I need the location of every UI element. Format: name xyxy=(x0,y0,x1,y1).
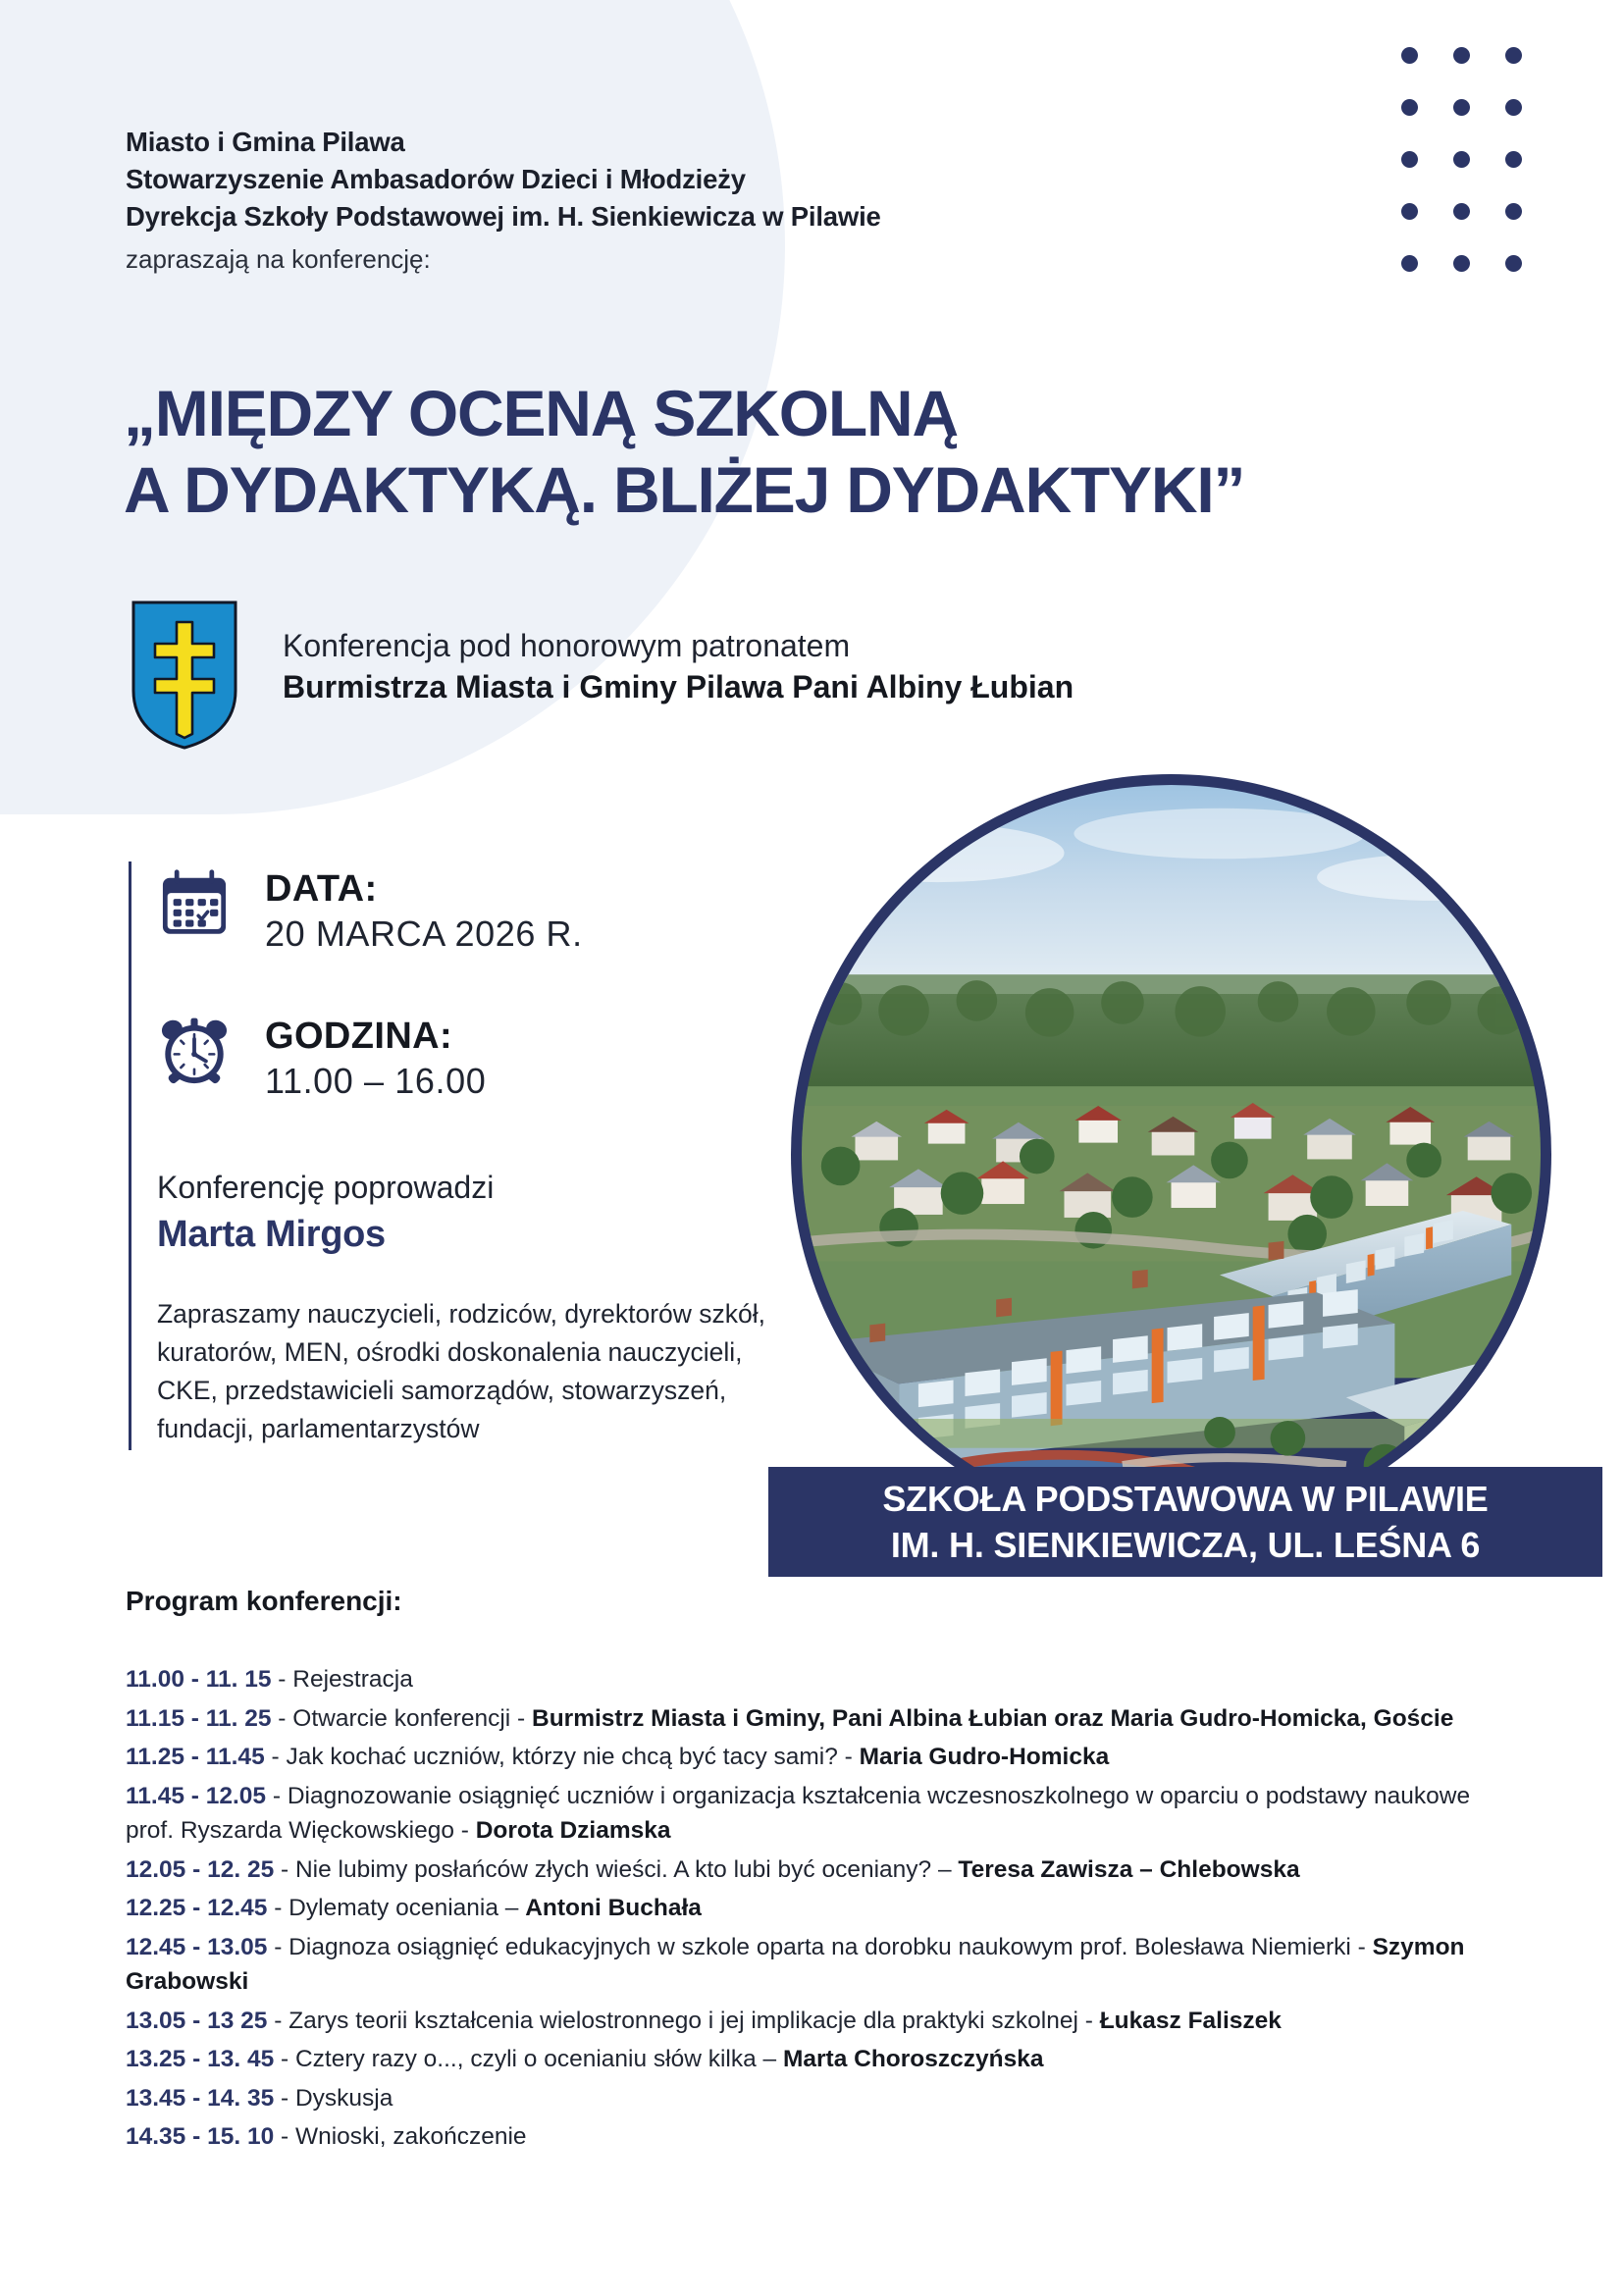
program-item-text: - Dyskusja xyxy=(274,2084,393,2112)
program-item-text: - Dylematy oceniania – xyxy=(267,1895,526,1921)
program-item xyxy=(126,1852,1519,1888)
venue-photo xyxy=(791,774,1551,1535)
program-item-speaker: Łukasz Faliszek xyxy=(1099,2007,1282,2034)
patronage-line-2: Burmistrza Miasta i Gminy Pilawa Pani Albiny Łubian xyxy=(283,669,1074,704)
organisers-block xyxy=(126,124,881,279)
program-item-text: - Zarys teorii kształcenia wielostronnego i jej implikacje dla praktyki szkolnej - xyxy=(267,2007,1100,2034)
program-item xyxy=(126,1779,1519,1849)
patronage-line-1: Konferencja pod honorowym patronatem xyxy=(283,628,851,663)
host-block xyxy=(157,1166,494,1260)
program-item-time: 13.05 - 13 25 xyxy=(126,2007,268,2034)
program-item xyxy=(126,1930,1519,2000)
program-item-time: 12.05 - 12. 25 xyxy=(126,1855,275,1883)
venue-line-2: IM. H. SIENKIEWICZA, UL. LEŚNA 6 xyxy=(890,1525,1481,1565)
dot xyxy=(1401,203,1418,220)
program-item-time: 11.25 - 11.45 xyxy=(126,1744,265,1770)
dot xyxy=(1401,47,1418,64)
dot xyxy=(1505,203,1522,220)
dot xyxy=(1453,255,1470,272)
venue-line-1: SZKOŁA PODSTAWOWA W PILAWIE xyxy=(882,1479,1489,1519)
calendar-icon xyxy=(157,867,232,942)
organiser-line-3: Dyrekcja Szkoły Podstawowej im. H. Sienkiewicza w Pilawie xyxy=(126,201,881,232)
program-item-text: - Diagnozowanie osiągnięć uczniów i organizacja kształcenia wczesnoszkolnego w oparciu o podstawy naukowe prof. Ryszarda Więckowskiego - xyxy=(126,1782,1471,1844)
program-item xyxy=(126,1740,1519,1775)
host-intro: Konferencję poprowadzi xyxy=(157,1170,495,1205)
program-item-speaker: Maria Gudro-Homicka xyxy=(859,1744,1110,1770)
dot xyxy=(1453,203,1470,220)
venue-banner xyxy=(768,1467,1602,1577)
dot xyxy=(1453,151,1470,168)
dot xyxy=(1453,47,1470,64)
dot xyxy=(1401,99,1418,116)
program-item-speaker: Dorota Dziamska xyxy=(475,1817,671,1844)
program-item-text: - Rejestracja xyxy=(271,1666,413,1693)
program-item-text: - Cztery razy o..., czyli o ocenianiu słów kilka – xyxy=(274,2046,783,2072)
program-item xyxy=(126,1701,1519,1737)
program-item-time: 12.25 - 12.45 xyxy=(126,1895,268,1921)
program-item xyxy=(126,1891,1519,1926)
audience-paragraph: Zapraszamy nauczycieli, rodziców, dyrektorów szkół, kuratorów, MEN, ośrodki doskonalenia nauczycieli, CKE, przedstawicieli samorządów, stowarzyszeń, fundacji, parlamentarzystów xyxy=(157,1299,766,1443)
program-item-text: - Otwarcie konferencji - xyxy=(271,1704,532,1732)
program-item xyxy=(126,2081,1519,2116)
program-item-time: 13.25 - 13. 45 xyxy=(126,2046,275,2072)
time-row xyxy=(157,1015,486,1105)
pilawa-coat-of-arms-icon xyxy=(131,600,237,750)
program-item-speaker: Teresa Zawisza – Chlebowska xyxy=(958,1855,1300,1883)
program-list xyxy=(126,1662,1519,2159)
program-item-speaker: Szymon Grabowski xyxy=(126,1933,1465,1995)
program-item-text: - Jak kochać uczniów, którzy nie chcą być tacy sami? - xyxy=(264,1744,860,1770)
program-item xyxy=(126,2042,1519,2077)
time-value: 11.00 – 16.00 xyxy=(265,1061,487,1101)
program-item-text: - Wnioski, zakończenie xyxy=(274,2123,527,2150)
dot xyxy=(1505,255,1522,272)
organiser-line-1: Miasto i Gmina Pilawa xyxy=(126,127,405,157)
dot xyxy=(1401,255,1418,272)
time-label: GODZINA: xyxy=(265,1016,453,1057)
program-item-time: 14.35 - 15. 10 xyxy=(126,2123,275,2150)
dot xyxy=(1505,151,1522,168)
program-item xyxy=(126,2004,1519,2039)
program-item-text: - Nie lubimy posłańców złych wieści. A kto lubi być oceniany? – xyxy=(274,1855,959,1883)
aerial-photo-of-school-and-town xyxy=(802,785,1541,1524)
program-item-time: 11.45 - 12.05 xyxy=(126,1782,267,1809)
program-item-speaker: Marta Choroszczyńska xyxy=(782,2046,1044,2072)
dot xyxy=(1453,99,1470,116)
program-item-time: 11.15 - 11. 25 xyxy=(126,1704,272,1732)
dot xyxy=(1505,47,1522,64)
program-item xyxy=(126,1662,1519,1697)
dot xyxy=(1401,151,1418,168)
date-value: 20 MARCA 2026 R. xyxy=(265,913,583,954)
dot xyxy=(1505,99,1522,116)
program-item xyxy=(126,2119,1519,2155)
program-item-text: - Diagnoza osiągnięć edukacyjnych w szkole oparta na dorobku naukowym prof. Bolesława Niemierki - xyxy=(267,1933,1373,1960)
organiser-line-2: Stowarzyszenie Ambasadorów Dzieci i Młodzieży xyxy=(126,164,746,194)
alarm-clock-icon xyxy=(157,1015,232,1089)
date-row xyxy=(157,867,583,958)
page-title xyxy=(124,375,1244,528)
program-item-speaker: Burmistrz Miasta i Gminy, Pani Albina Łubian oraz Maria Gudro-Homicka, Goście xyxy=(532,1704,1454,1732)
dot-grid-icon xyxy=(1401,47,1557,307)
title-line-1: „MIĘDZY OCENĄ SZKOLNĄ xyxy=(124,377,958,449)
program-item-time: 13.45 - 14. 35 xyxy=(126,2084,275,2112)
program-item-time: 11.00 - 11. 15 xyxy=(126,1666,272,1693)
date-label: DATA: xyxy=(265,868,378,910)
vertical-divider xyxy=(129,861,131,1450)
program-item-time: 12.45 - 13.05 xyxy=(126,1933,268,1960)
host-name: Marta Mirgos xyxy=(157,1214,386,1255)
invitation-line: zapraszają na konferencję: xyxy=(126,244,431,274)
patronage-block xyxy=(131,600,1074,750)
program-item-speaker: Antoni Buchała xyxy=(525,1895,702,1921)
title-line-2: A DYDAKTYKĄ. BLIŻEJ DYDAKTYKI” xyxy=(124,453,1245,526)
program-title: Program konferencji: xyxy=(126,1586,402,1616)
